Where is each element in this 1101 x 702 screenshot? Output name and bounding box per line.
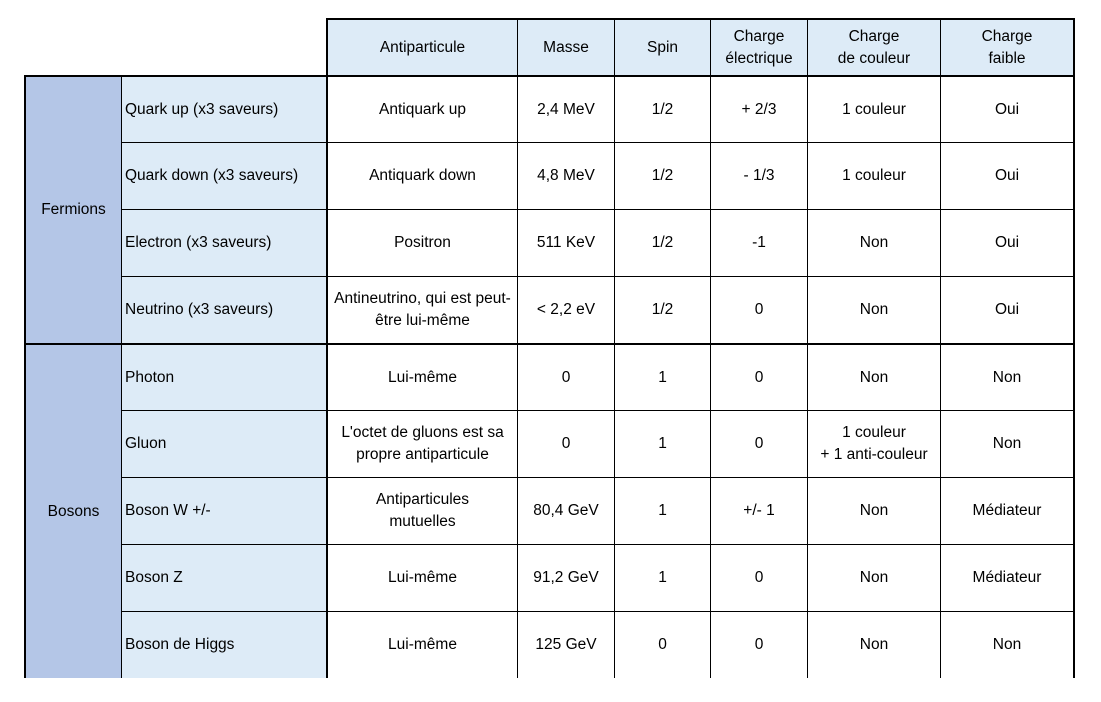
masse-cell: 4,8 MeV (517, 142, 614, 209)
header-antiparticule: Antiparticule (326, 18, 517, 75)
group-bosons: Bosons (24, 343, 121, 678)
charge-faible-cell: Non (940, 410, 1073, 477)
header-masse: Masse (517, 18, 614, 75)
charge-faible-cell: Médiateur (940, 544, 1073, 611)
spin-cell: 1/2 (614, 209, 710, 276)
charge-faible-cell: Non (940, 611, 1073, 678)
charge-faible-cell: Médiateur (940, 477, 1073, 544)
charge-couleur-cell: 1 couleur + 1 anti-couleur (807, 410, 940, 477)
particle-name: Boson de Higgs (121, 611, 326, 678)
masse-cell: < 2,2 eV (517, 276, 614, 343)
antiparticule-cell: Lui-même (326, 611, 517, 678)
antiparticule-cell: Positron (326, 209, 517, 276)
charge-electrique-cell: + 2/3 (710, 75, 807, 142)
antiparticule-cell: Antiparticules mutuelles (326, 477, 517, 544)
charge-electrique-cell: - 1/3 (710, 142, 807, 209)
masse-cell: 2,4 MeV (517, 75, 614, 142)
header-blank (24, 18, 326, 75)
charge-faible-cell: Oui (940, 142, 1073, 209)
particle-name: Boson W +/- (121, 477, 326, 544)
particle-name: Boson Z (121, 544, 326, 611)
charge-electrique-cell: 0 (710, 276, 807, 343)
masse-cell: 91,2 GeV (517, 544, 614, 611)
spin-cell: 1/2 (614, 142, 710, 209)
charge-faible-cell: Oui (940, 276, 1073, 343)
charge-electrique-cell: +/- 1 (710, 477, 807, 544)
particle-name: Neutrino (x3 saveurs) (121, 276, 326, 343)
masse-cell: 0 (517, 410, 614, 477)
charge-couleur-cell: 1 couleur (807, 142, 940, 209)
antiparticule-cell: Antiquark down (326, 142, 517, 209)
charge-couleur-cell: Non (807, 276, 940, 343)
particle-table (24, 18, 1075, 678)
charge-couleur-cell: Non (807, 477, 940, 544)
antiparticule-cell: Antiquark up (326, 75, 517, 142)
charge-electrique-cell: 0 (710, 343, 807, 410)
spin-cell: 1/2 (614, 276, 710, 343)
charge-couleur-cell: Non (807, 343, 940, 410)
charge-faible-cell: Oui (940, 209, 1073, 276)
group-fermions: Fermions (24, 75, 121, 343)
spin-cell: 1 (614, 544, 710, 611)
charge-faible-cell: Oui (940, 75, 1073, 142)
particle-name: Photon (121, 343, 326, 410)
particle-name: Electron (x3 saveurs) (121, 209, 326, 276)
particle-name: Gluon (121, 410, 326, 477)
charge-electrique-cell: -1 (710, 209, 807, 276)
header-charge-faible: Charge faible (940, 18, 1073, 75)
charge-couleur-cell: 1 couleur (807, 75, 940, 142)
particle-name: Quark down (x3 saveurs) (121, 142, 326, 209)
header-charge-couleur: Charge de couleur (807, 18, 940, 75)
charge-couleur-cell: Non (807, 611, 940, 678)
antiparticule-cell: L'octet de gluons est sa propre antiparticule (326, 410, 517, 477)
spin-cell: 1 (614, 477, 710, 544)
antiparticule-cell: Lui-même (326, 544, 517, 611)
charge-faible-cell: Non (940, 343, 1073, 410)
spin-cell: 1 (614, 410, 710, 477)
masse-cell: 511 KeV (517, 209, 614, 276)
header-charge-electrique: Charge électrique (710, 18, 807, 75)
spin-cell: 1/2 (614, 75, 710, 142)
masse-cell: 0 (517, 343, 614, 410)
charge-electrique-cell: 0 (710, 410, 807, 477)
masse-cell: 80,4 GeV (517, 477, 614, 544)
spin-cell: 0 (614, 611, 710, 678)
antiparticule-cell: Lui-même (326, 343, 517, 410)
antiparticule-cell: Antineutrino, qui est peut- être lui-même (326, 276, 517, 343)
charge-couleur-cell: Non (807, 544, 940, 611)
charge-electrique-cell: 0 (710, 611, 807, 678)
charge-couleur-cell: Non (807, 209, 940, 276)
header-spin: Spin (614, 18, 710, 75)
masse-cell: 125 GeV (517, 611, 614, 678)
spin-cell: 1 (614, 343, 710, 410)
particle-name: Quark up (x3 saveurs) (121, 75, 326, 142)
charge-electrique-cell: 0 (710, 544, 807, 611)
